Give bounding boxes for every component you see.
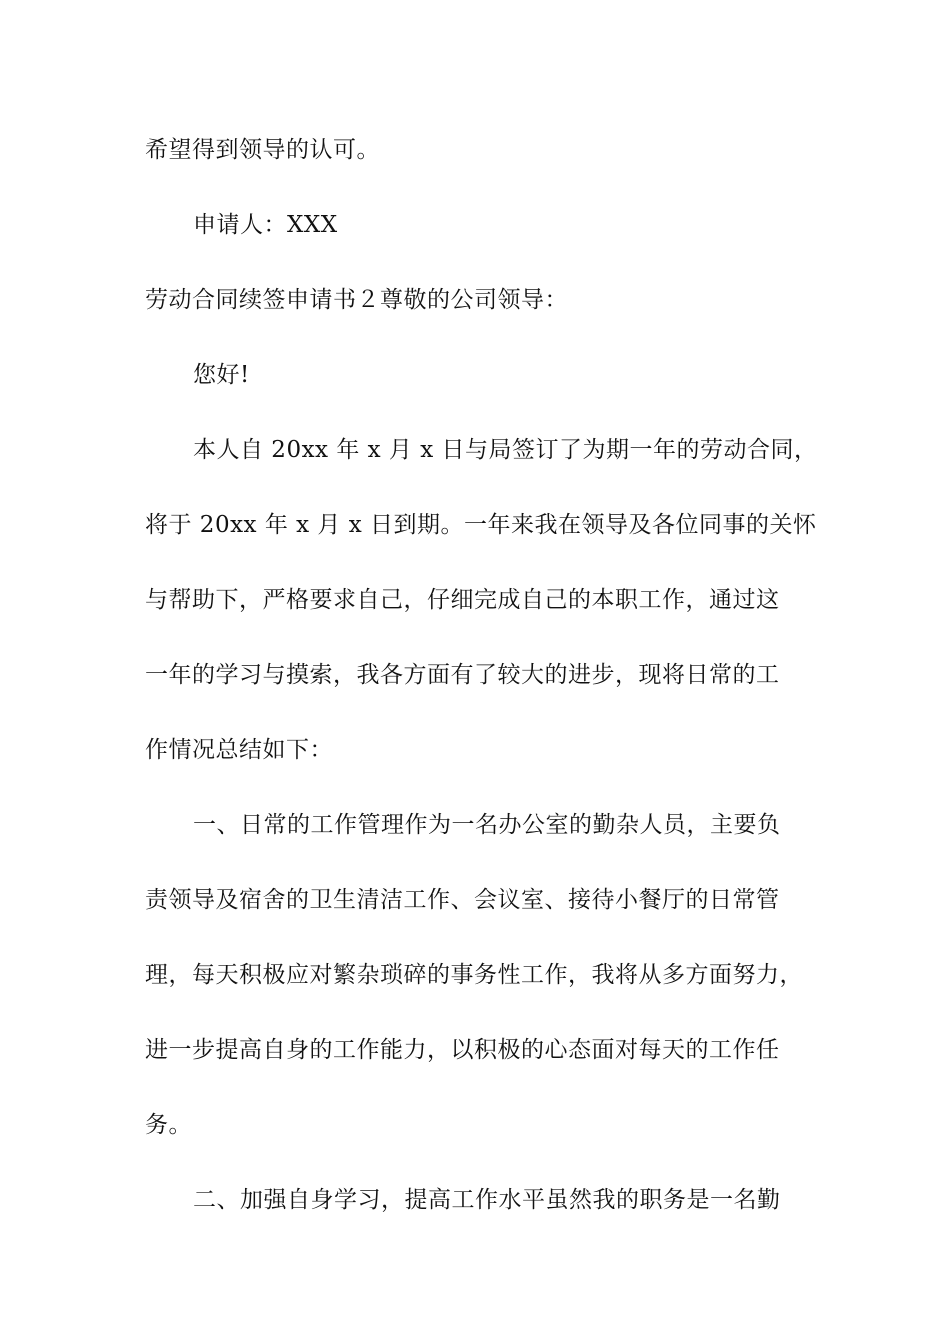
paragraph-line: 本人自 20xx 年 x 月 x 日与局签订了为期一年的劳动合同，	[193, 437, 818, 463]
paragraph-line: 理，每天积极应对繁杂琐碎的事务性工作，我将从多方面努力，	[145, 962, 803, 988]
paragraph-line: 进一步提高自身的工作能力，以积极的心态面对每天的工作任	[145, 1037, 780, 1063]
greeting-line: 您好!	[193, 362, 250, 388]
paragraph-line: 务。	[145, 1112, 192, 1138]
paragraph-line: 二、加强自身学习，提高工作水平虽然我的职务是一名勤	[193, 1187, 781, 1213]
section-heading: 劳动合同续签申请书２尊敬的公司领导：	[145, 287, 568, 313]
paragraph-line: 作情况总结如下：	[145, 737, 333, 763]
paragraph-line: 责领导及宿舍的卫生清洁工作、会议室、接待小餐厅的日常管	[145, 887, 780, 913]
applicant-line: 申请人：XXX	[193, 212, 338, 238]
paragraph-line: 与帮助下，严格要求自己，仔细完成自己的本职工作，通过这	[145, 587, 780, 613]
paragraph-line: 一、日常的工作管理作为一名办公室的勤杂人员，主要负	[193, 812, 781, 838]
paragraph-line: 将于 20xx 年 x 月 x 日到期。一年来我在领导及各位同事的关怀	[145, 512, 817, 538]
paragraph-line: 一年的学习与摸索，我各方面有了较大的进步，现将日常的工	[145, 662, 780, 688]
text-line: 希望得到领导的认可。	[145, 137, 380, 163]
